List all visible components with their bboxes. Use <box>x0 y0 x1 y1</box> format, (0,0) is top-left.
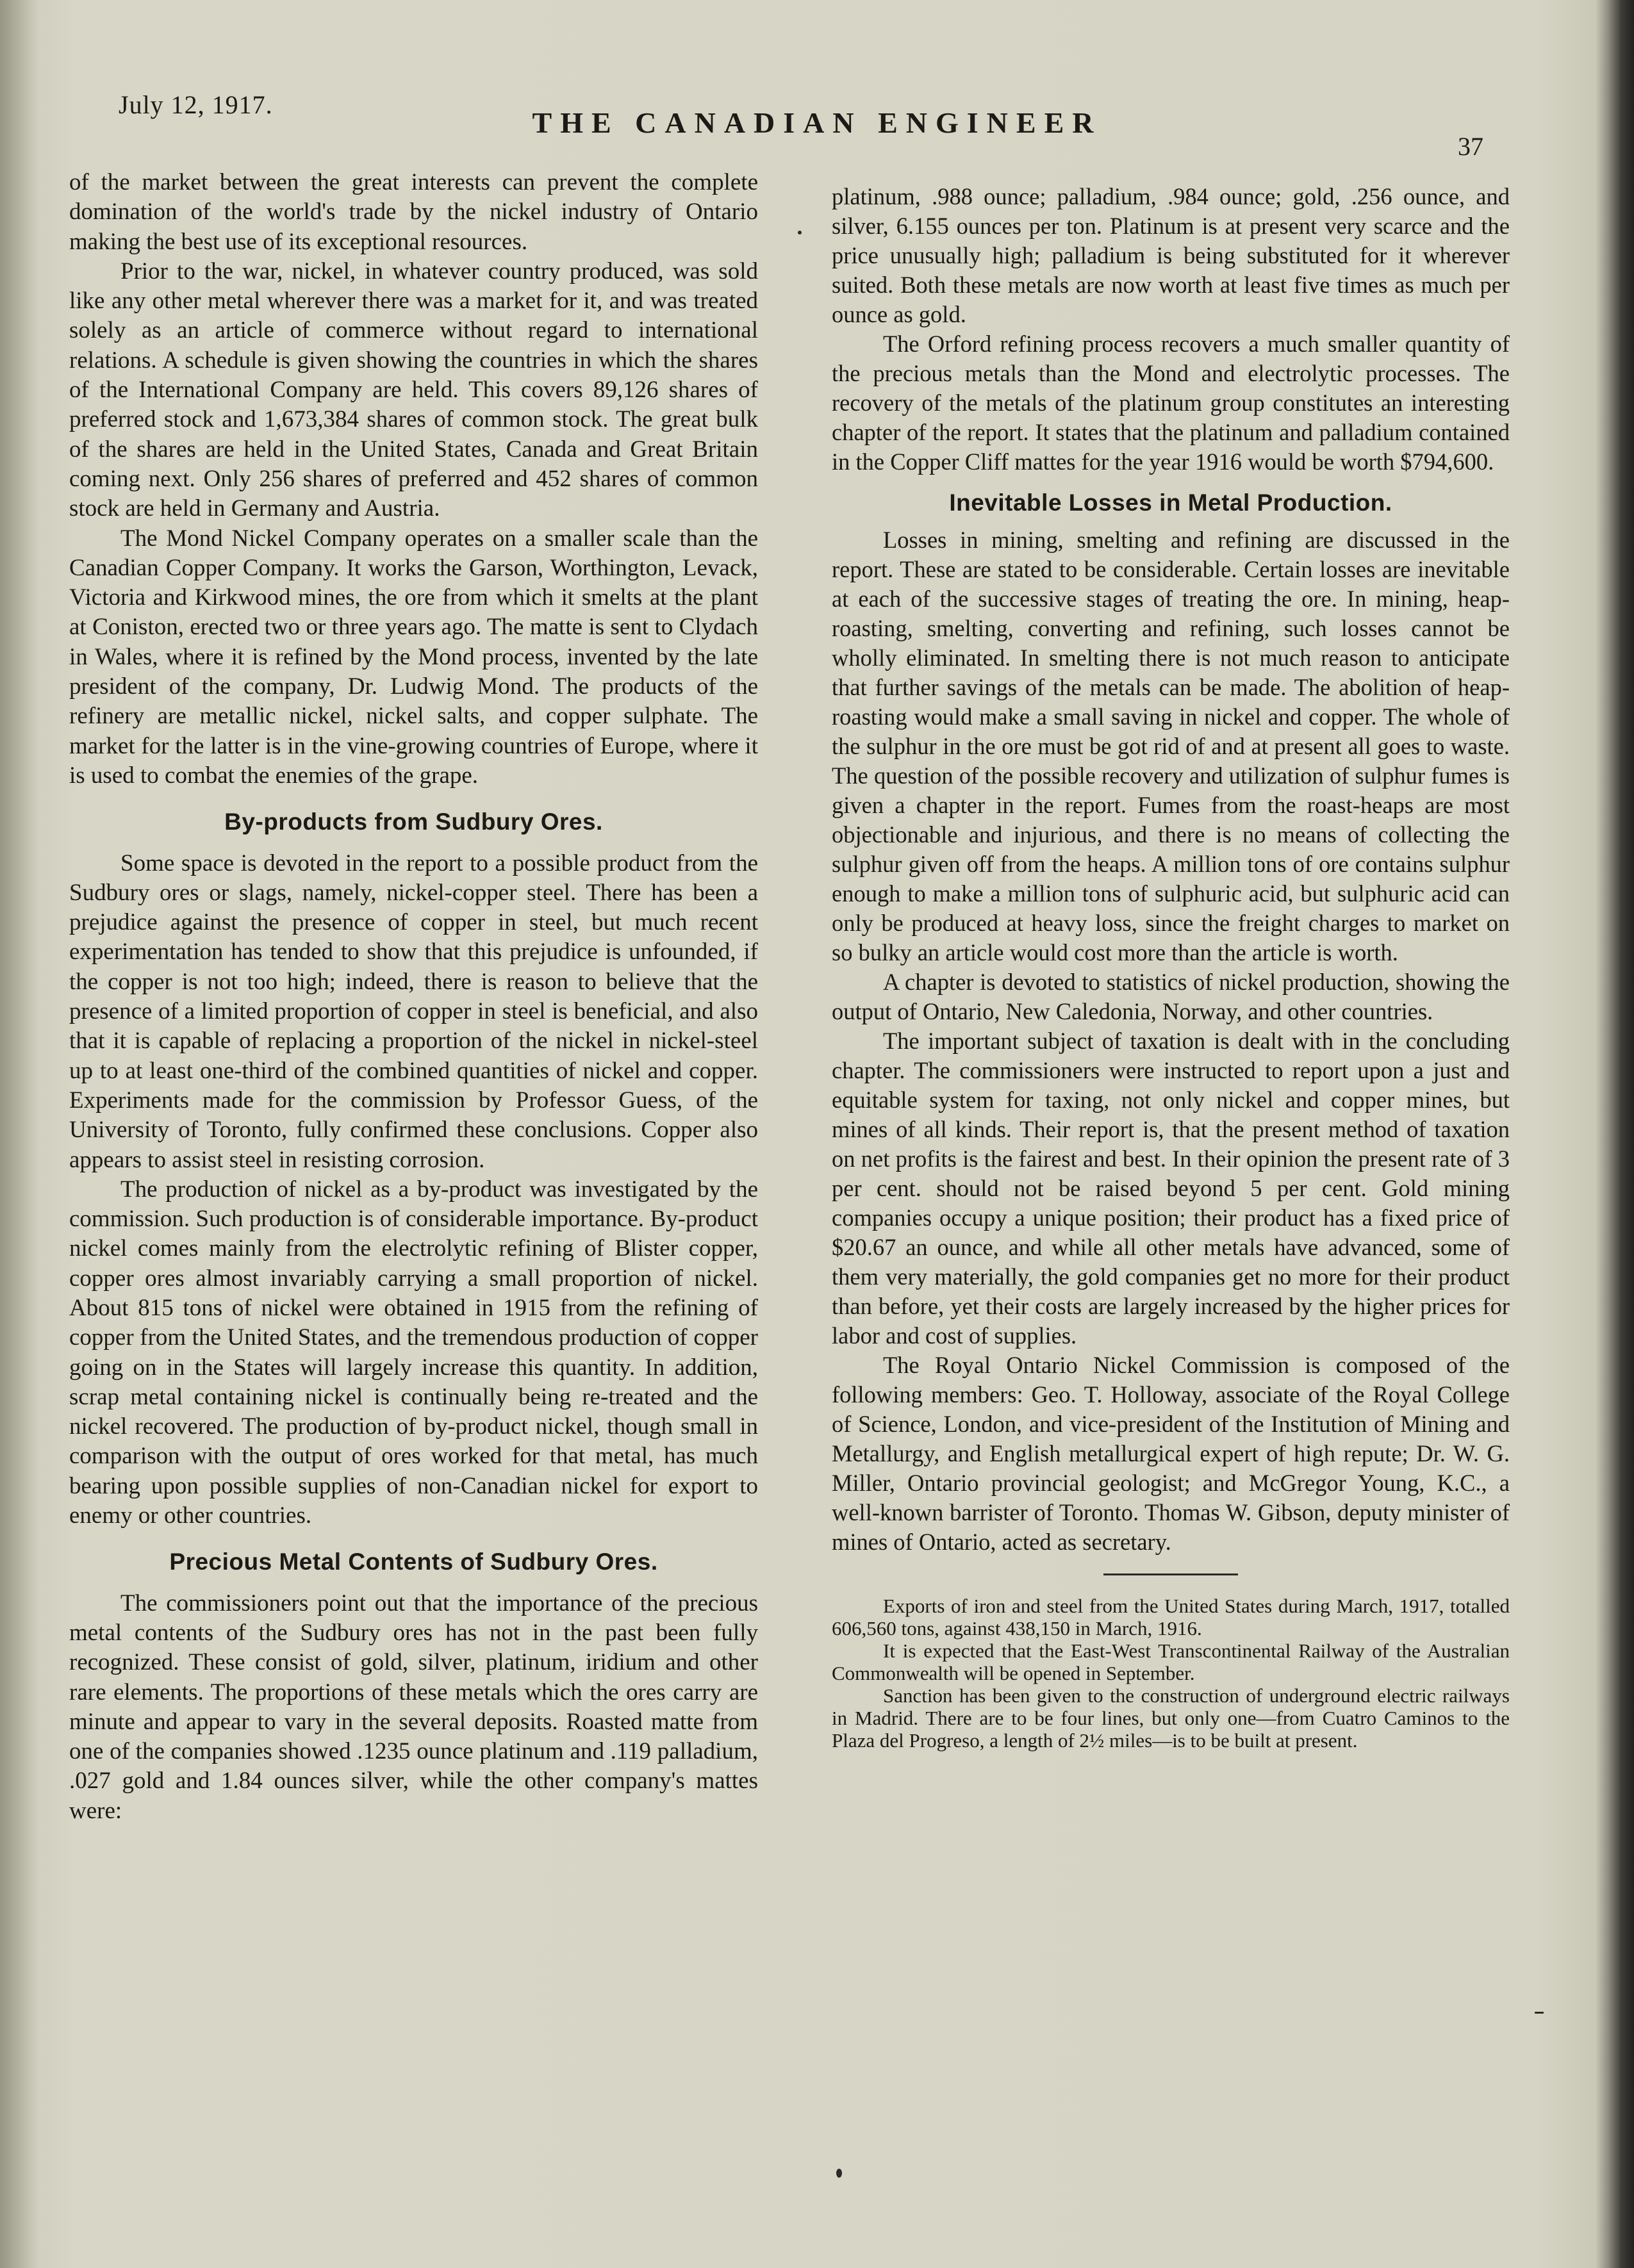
news-note: Sanction has been given to the construction of underground electric railways in Madrid. There are to be four lines, but only one—from Cuatro Caminos to the Plaza del Progreso, a length of 2½ miles—is to be built at present. <box>832 1684 1510 1752</box>
paragraph: The important subject of taxation is dealt with in the concluding chapter. The commissioners were instructed to report upon a just and equitable system for taxing, not only nickel and copper mines, but mines of all kinds. Their report is, that the present method of taxation on net profits is the fairest and best. In their opinion the present rate of 3 per cent. should not be raised beyond 5 per cent. Gold mining companies occupy a unique position; their product has a fixed price of $20.67 an ounce, and while all other metals have advanced, some of them very materially, the gold companies get no more for their product than before, yet their costs are largely increased by the higher prices for labor and cost of supplies. <box>832 1028 1510 1349</box>
paragraph: The Orford refining process recovers a much smaller quantity of the precious metals than the Mond and electrolytic processes. The recovery of the metals of the platinum group constitutes an interesting chapter of the report. It states that the platinum and palladium contained in the Copper Cliff mattes for the year 1916 would be worth $794,600. <box>832 331 1510 475</box>
print-speck <box>836 2169 842 2178</box>
news-note: It is expected that the East-West Transcontinental Railway of the Australian Commonwealth will be opened in September. <box>832 1639 1510 1684</box>
paragraph: Losses in mining, smelting and refining are discussed in the report. These are stated to be considerable. Certain losses are inevitable at each of the successive stages of treating the ore. In mining, heap-roasting, smelting, converting and refining, such losses cannot be wholly eliminated. In smelting there is not much reason to anticipate that further savings of the metals can be made. The abolition of heap-roasting would make a small saving in nickel and copper. The whole of the sulphur in the ore must be got rid of and at present all goes to waste. The question of the possible recovery and utilization of sulphur fumes is given a chapter in the report. Fumes from the roast-heaps are most objectionable and injurious, and there is no means of collecting the sulphur given off from the heaps. A million tons of ore contains sulphur enough to make a million tons of sulphuric acid, but sulphuric acid can only be produced at heavy loss, since the freight charges to market on so bulky an article would cost more than the article is worth. <box>832 527 1510 966</box>
section-heading: By-products from Sudbury Ores. <box>224 809 603 835</box>
paragraph: of the market between the great interests can prevent the complete domination of the world's trade by the nickel industry of Ontario making the best use of its exceptional resources. <box>69 169 758 255</box>
binding-shadow <box>0 0 38 2268</box>
left-column <box>69 168 758 1826</box>
paragraph: The Royal Ontario Nickel Commission is composed of the following members: Geo. T. Holloway, associate of the Royal College of Science, London, and vice-president of the Institution of Mining and Metallurgy, and English metallurgical expert of high repute; Dr. W. G. Miller, Ontario provincial geologist; and McGregor Young, K.C., a well-known barrister of Toronto. Thomas W. Gibson, deputy minister of mines of Ontario, acted as secretary. <box>832 1352 1510 1555</box>
print-speck <box>1535 2012 1544 2014</box>
section-divider <box>1103 1574 1238 1575</box>
section-heading: Inevitable Losses in Metal Production. <box>949 489 1392 516</box>
paragraph: platinum, .988 ounce; palladium, .984 ounce; gold, .256 ounce, and silver, 6.155 ounces per ton. Platinum is at present very scarce and the price unusually high; palladium is being substituted for it wherever suited. Both these metals are now worth at least five times as much per ounce as gold. <box>832 183 1510 327</box>
paragraph: The Mond Nickel Company operates on a smaller scale than the Canadian Copper Company. It works the Garson, Worthington, Levack, Victoria and Kirkwood mines, the ore from which it smelts at the plant at Coniston, erected two or three years ago. The matte is sent to Clydach in Wales, where it is refined by the Mond process, invented by the late president of the company, Dr. Ludwig Mond. The products of the refinery are metallic nickel, nickel salts, and copper sulphate. The market for the latter is in the vine-growing countries of Europe, where it is used to combat the enemies of the grape. <box>69 525 758 789</box>
news-note: Exports of iron and steel from the United States during March, 1917, totalled 606,560 tons, against 438,150 in March, 1916. <box>832 1595 1510 1639</box>
journal-title: THE CANADIAN ENGINEER <box>532 106 1102 139</box>
paragraph: The production of nickel as a by-product was investigated by the commission. Such production is of considerable importance. By-product nickel comes mainly from the electrolytic refining of Blister copper, copper ores almost invariably carrying a small proportion of nickel. About 815 tons of nickel were obtained in 1915 from the refining of copper from the United States, and the tremendous production of copper going on in the States will largely increase this quantity. In addition, scrap metal containing nickel is continually being re-treated and the nickel recovered. The production of by-product nickel, though small in comparison with the output of ores worked for that metal, has much bearing upon possible supplies of non-Canadian nickel for export to enemy or other countries. <box>69 1176 758 1529</box>
section-heading: Precious Metal Contents of Sudbury Ores. <box>169 1549 658 1575</box>
paragraph: The commissioners point out that the importance of the precious metal contents of the Sudbury ores has not in the past been fully recognized. These consist of gold, silver, platinum, iridium and other rare elements. The proportions of these metals which the ores carry are minute and appear to vary in the several deposits. Roasted matte from one of the companies showed .1235 ounce platinum and .119 palladium, .027 gold and 1.84 ounces silver, while the other company's mattes were: <box>69 1590 758 1824</box>
issue-date: July 12, 1917. <box>119 90 273 119</box>
page-number: 37 <box>1458 132 1483 161</box>
print-speck <box>798 231 802 234</box>
paragraph: Prior to the war, nickel, in whatever country produced, was sold like any other metal wherever there was a market for it, and was treated solely as an article of commerce without regard to international relations. A schedule is given showing the countries in which the shares of the International Company are held. This covers 89,126 shares of preferred stock and 1,673,384 shares of common stock. The great bulk of the shares are held in the United States, Canada and Great Britain coming next. Only 256 shares of preferred and 452 shares of common stock are held in Germany and Austria. <box>69 258 758 522</box>
right-column <box>832 182 1510 1752</box>
paragraph: Some space is devoted in the report to a possible product from the Sudbury ores or slags, namely, nickel-copper steel. There has been a prejudice against the presence of copper in steel, but much recent experimentation has tended to show that this prejudice is unfounded, if the copper is not too high; indeed, there is reason to believe that the presence of a limited proportion of copper in steel is beneficial, and also that it is capable of replacing a proportion of the nickel in nickel-steel up to at least one-third of the combined quantities of nickel and copper. Experiments made for the commission by Professor Guess, of the University of Toronto, fully confirmed these conclusions. Copper also appears to assist steel in resisting corrosion. <box>69 850 758 1173</box>
paragraph: A chapter is devoted to statistics of nickel production, showing the output of Ontario, New Caledonia, Norway, and other countries. <box>832 969 1510 1024</box>
